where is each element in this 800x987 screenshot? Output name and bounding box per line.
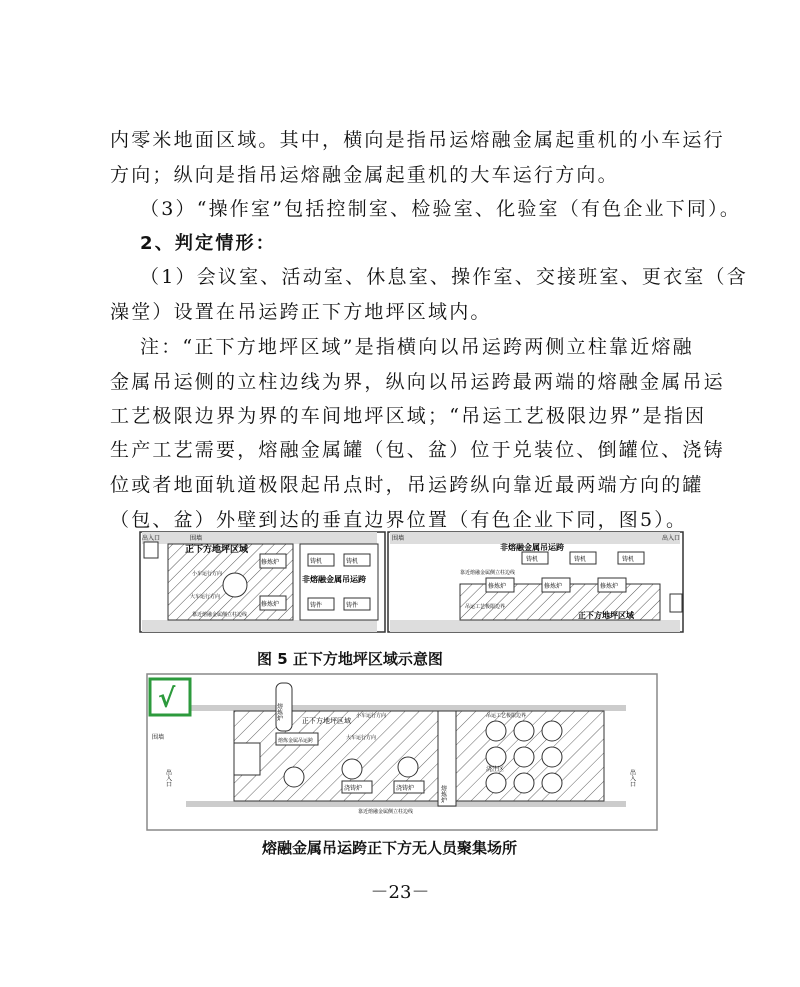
text-line: （包、盆）外壁到达的垂直边界位置（有色企业下同，图5）。 — [110, 509, 688, 531]
fig5-left-region-label: 正下方地坪区域 — [185, 545, 249, 555]
pouring-area — [486, 721, 562, 793]
bottom-trolley: 小车运行方向 — [356, 713, 387, 719]
text-line: 生产工艺需要，熔融金属罐（包、盆）位于兑装位、倒罐位、浇铸 — [110, 439, 725, 461]
bottom-box-label: 浇铸炉 — [396, 785, 415, 792]
bottom-figure-caption: 熔融金属吊运跨正下方无人员聚集场所 — [262, 839, 518, 857]
check-badge — [150, 679, 190, 715]
fig5-left-crane: 大车运行方向 — [190, 594, 221, 600]
fig5-right-box: 铸机 — [574, 556, 587, 563]
fig5-right-region-label: 正下方地坪区域 — [578, 611, 634, 620]
figure-5-diagram — [130, 530, 690, 642]
fig5-left-entry: 出入口 — [142, 535, 161, 542]
text-line: 澡堂）设置在吊运跨正下方地坪区域内。 — [110, 301, 492, 323]
bottom-box-label: 浇铸炉 — [344, 785, 363, 792]
bottom-boundary: 靠近熔融金属侧立柱边线 — [358, 809, 414, 815]
fig5-right-box: 铸机 — [622, 556, 635, 563]
bottom-crane: 大车运行方向 — [346, 735, 377, 741]
fig5-left-box: 铸机 — [310, 558, 323, 565]
fig5-right-boundary: 靠近熔融金属侧立柱边线 — [460, 570, 516, 576]
text-line: （3）“操作室”包括控制室、检验室、化验室（有色企业下同）。 — [140, 198, 742, 220]
bottom-figure-diagram — [146, 673, 658, 831]
text-line: （1）会议室、活动室、休息室、操作室、交接班室、更衣室（含 — [140, 266, 748, 288]
fig5-right-box: 修炼炉 — [544, 583, 563, 590]
text-line: 金属吊运侧的立柱边线为界，纵向以吊运跨最两端的熔融金属吊运 — [110, 371, 725, 393]
fig5-right-span-label: 非熔融金属吊运跨 — [500, 543, 564, 552]
fig5-right-entry: 出入口 — [662, 535, 681, 542]
figure-5-caption: 图 5 正下方地坪区域示意图 — [257, 650, 443, 668]
text-line: 方向；纵向是指吊运熔融金属起重机的大车运行方向。 — [110, 164, 619, 186]
text-line: 工艺极限边界为界的车间地坪区域；“吊运工艺极限边界”是指因 — [110, 405, 707, 427]
area-label: 浇注区 — [486, 766, 505, 773]
fig5-left-boundary: 靠近熔融金属侧立柱边线 — [192, 612, 248, 618]
page-number: －23－ — [370, 882, 430, 903]
fig5-left-box: 铸件 — [346, 602, 359, 609]
fig5-right-box: 修炼炉 — [600, 583, 619, 590]
figure-5-left-panel — [140, 532, 385, 632]
fig5-left-wall: 围墙 — [190, 535, 203, 542]
bottom-region-label: 正下方地坪区域 — [302, 717, 351, 725]
fig5-left-trolley: 小车运行方向 — [192, 571, 223, 577]
fig5-left-span-label: 非熔融金属吊运跨 — [302, 575, 366, 584]
fig5-right-box: 修炼炉 — [488, 583, 507, 590]
figure-5-right-panel — [388, 532, 683, 632]
fig5-right-limit: 吊运工艺极限边界 — [465, 604, 506, 610]
furnace-label: 熔炼炉 — [275, 703, 283, 721]
bottom-entry-left: 出入口 — [164, 769, 172, 787]
section-heading: 2、判定情形： — [140, 233, 276, 254]
furnace-icon — [276, 683, 293, 731]
text-line: 位或者地面轨道极限起吊点时，吊运跨纵向靠近最两端方向的罐 — [110, 474, 704, 496]
text-line: 注：“正下方地坪区域”是指横向以吊运跨两侧立柱靠近熔融 — [140, 336, 694, 358]
check-mark-icon: √ — [158, 684, 176, 714]
text-line: 内零米地面区域。其中，横向是指吊运熔融金属起重机的小车运行 — [110, 129, 725, 151]
fig5-right-box: 铸机 — [526, 556, 539, 563]
fig5-left-box: 修炼炉 — [261, 601, 280, 608]
bottom-entry-right: 出入口 — [628, 769, 636, 787]
bottom-box-label: 熔炼炉 — [439, 785, 447, 803]
fig5-left-box: 铸机 — [346, 558, 359, 565]
bottom-limit: 吊运工艺极限边界 — [486, 713, 527, 719]
bottom-box-label: 熔炼金属吊运跨 — [278, 738, 314, 744]
fig5-right-wall: 围墙 — [392, 535, 405, 542]
fig5-left-box: 铸件 — [310, 602, 323, 609]
fig5-left-box: 修炼炉 — [261, 559, 280, 566]
bottom-wall-left: 围墙 — [152, 734, 165, 741]
